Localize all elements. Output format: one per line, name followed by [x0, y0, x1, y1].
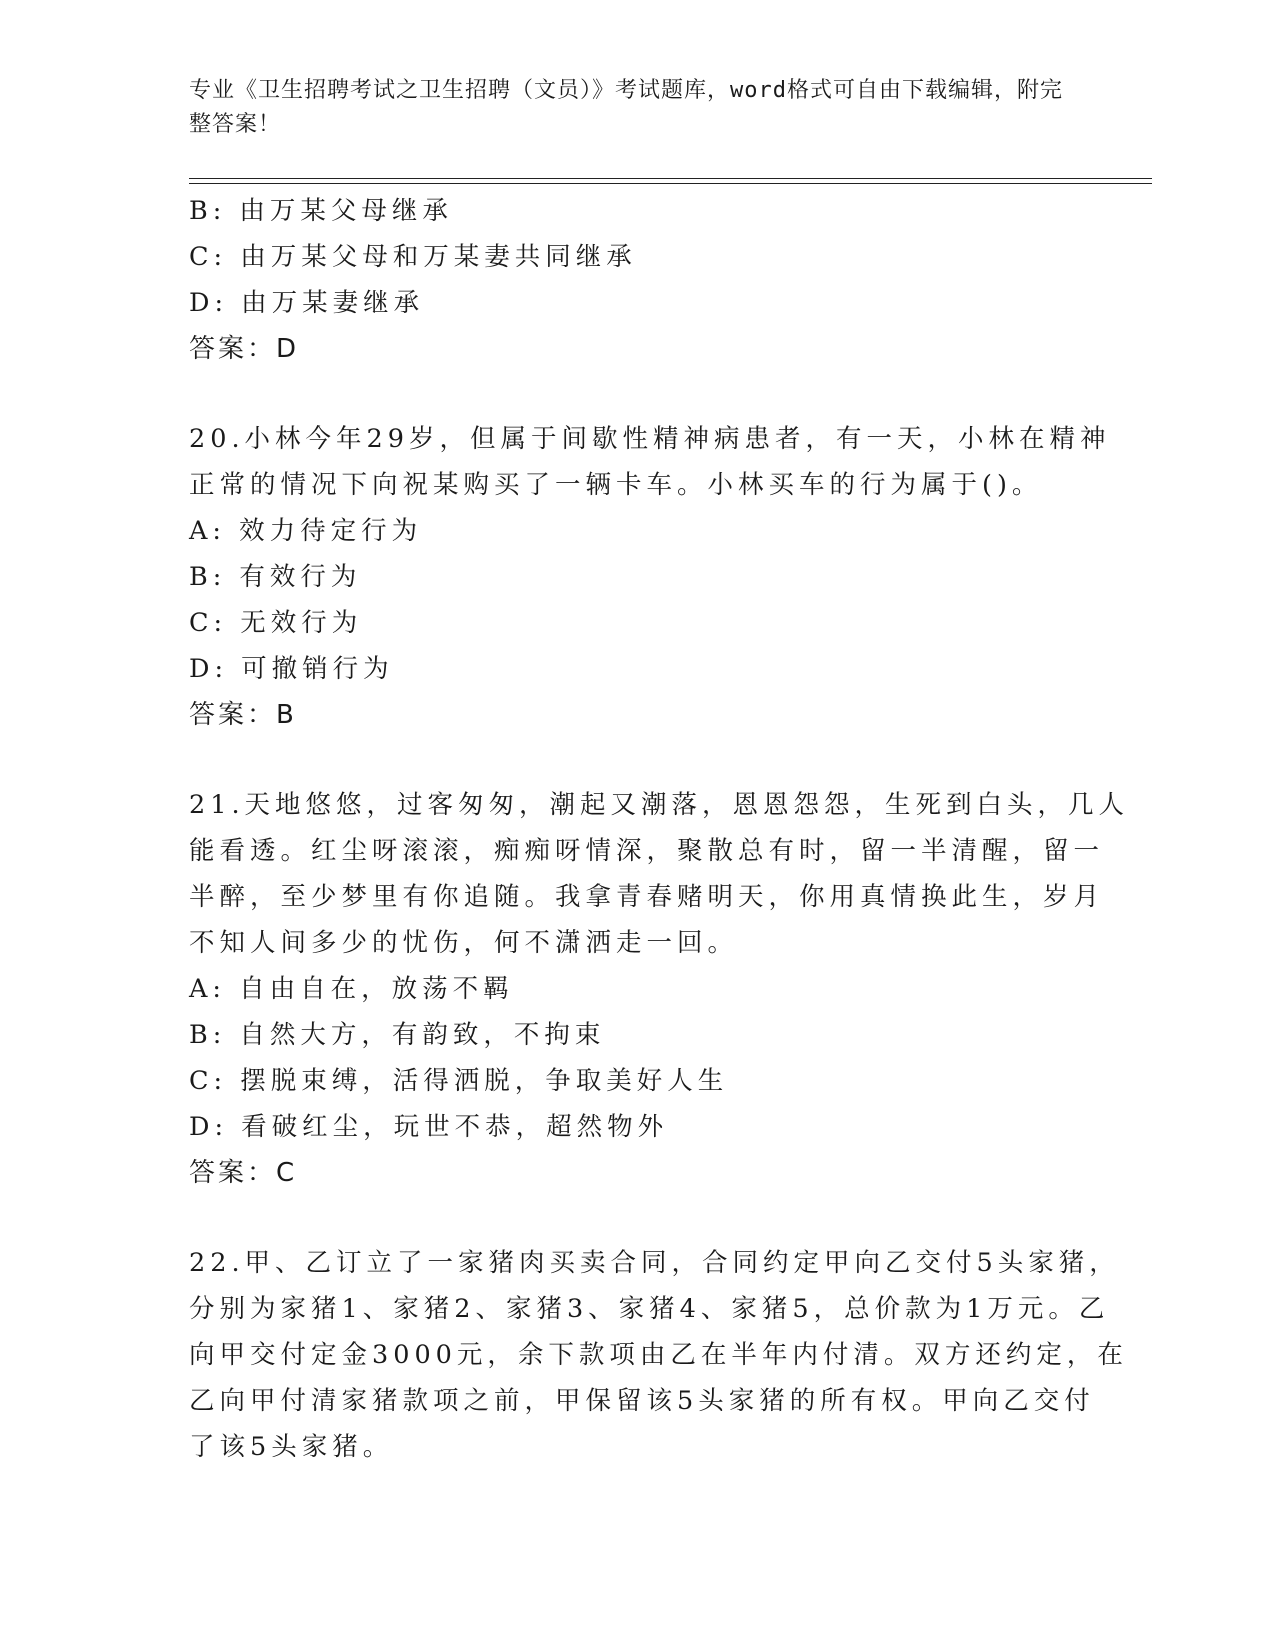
header-rule-bottom: [189, 183, 1152, 184]
answer-label: 答案：D: [189, 334, 300, 364]
answer-label: 答案：C: [189, 1158, 298, 1188]
option-d: D: 看破红尘，玩世不恭，超然物外: [189, 1112, 669, 1142]
question-text: 半醉，至少梦里有你追随。我拿青春赌明天，你用真情换此生，岁月: [189, 882, 1105, 912]
option-c: C: 由万某父母和万某妻共同继承: [189, 242, 637, 272]
question-text: 22.甲、乙订立了一家猪肉买卖合同，合同约定甲向乙交付5头家猪，: [189, 1248, 1120, 1278]
option-a: A: 自由自在，放荡不羁: [189, 974, 514, 1004]
question-text: 了该5头家猪。: [189, 1432, 394, 1462]
page-header: 专业《卫生招聘考试之卫生招聘（文员）》考试题库，word格式可自由下载编辑，附完整答案！: [189, 78, 1063, 137]
option-c: C: 摆脱束缚，活得洒脱，争取美好人生: [189, 1066, 729, 1096]
question-text: 正常的情况下向祝某购买了一辆卡车。小林买车的行为属于()。: [189, 470, 1043, 500]
question-text: 20.小林今年29岁，但属于间歇性精神病患者，有一天，小林在精神: [189, 424, 1111, 454]
question-text: 不知人间多少的忧伤，何不潇洒走一回。: [189, 928, 739, 958]
option-b: B: 自然大方，有韵致，不拘束: [189, 1020, 606, 1050]
question-text: 能看透。红尘呀滚滚，痴痴呀情深，聚散总有时，留一半清醒，留一: [189, 836, 1105, 866]
question-content: [189, 188, 1130, 1470]
option-b: B: 有效行为: [189, 562, 362, 592]
option-c: C: 无效行为: [189, 608, 363, 638]
question-block-22: [189, 1240, 1128, 1470]
question-block-21: [189, 782, 1130, 1196]
header-rule-top: [189, 178, 1152, 179]
question-text: 21.天地悠悠，过客匆匆，潮起又潮落，恩恩怨怨，生死到白头，几人: [189, 790, 1130, 820]
question-text: 乙向甲付清家猪款项之前，甲保留该5头家猪的所有权。甲向乙交付: [189, 1386, 1095, 1416]
question-block-19-tail: [189, 188, 1089, 372]
option-a: A: 效力待定行为: [189, 516, 423, 546]
question-block-20: [189, 416, 1111, 738]
option-d: D: 可撤销行为: [189, 654, 394, 684]
option-b: B: 由万某父母继承: [189, 196, 453, 226]
question-text: 分别为家猪1、家猪2、家猪3、家猪4、家猪5，总价款为1万元。乙: [189, 1294, 1110, 1324]
answer-label: 答案：B: [189, 700, 297, 730]
question-text: 向甲交付定金3000元，余下款项由乙在半年内付清。双方还约定，在: [189, 1340, 1128, 1370]
option-d: D: 由万某妻继承: [189, 288, 425, 318]
